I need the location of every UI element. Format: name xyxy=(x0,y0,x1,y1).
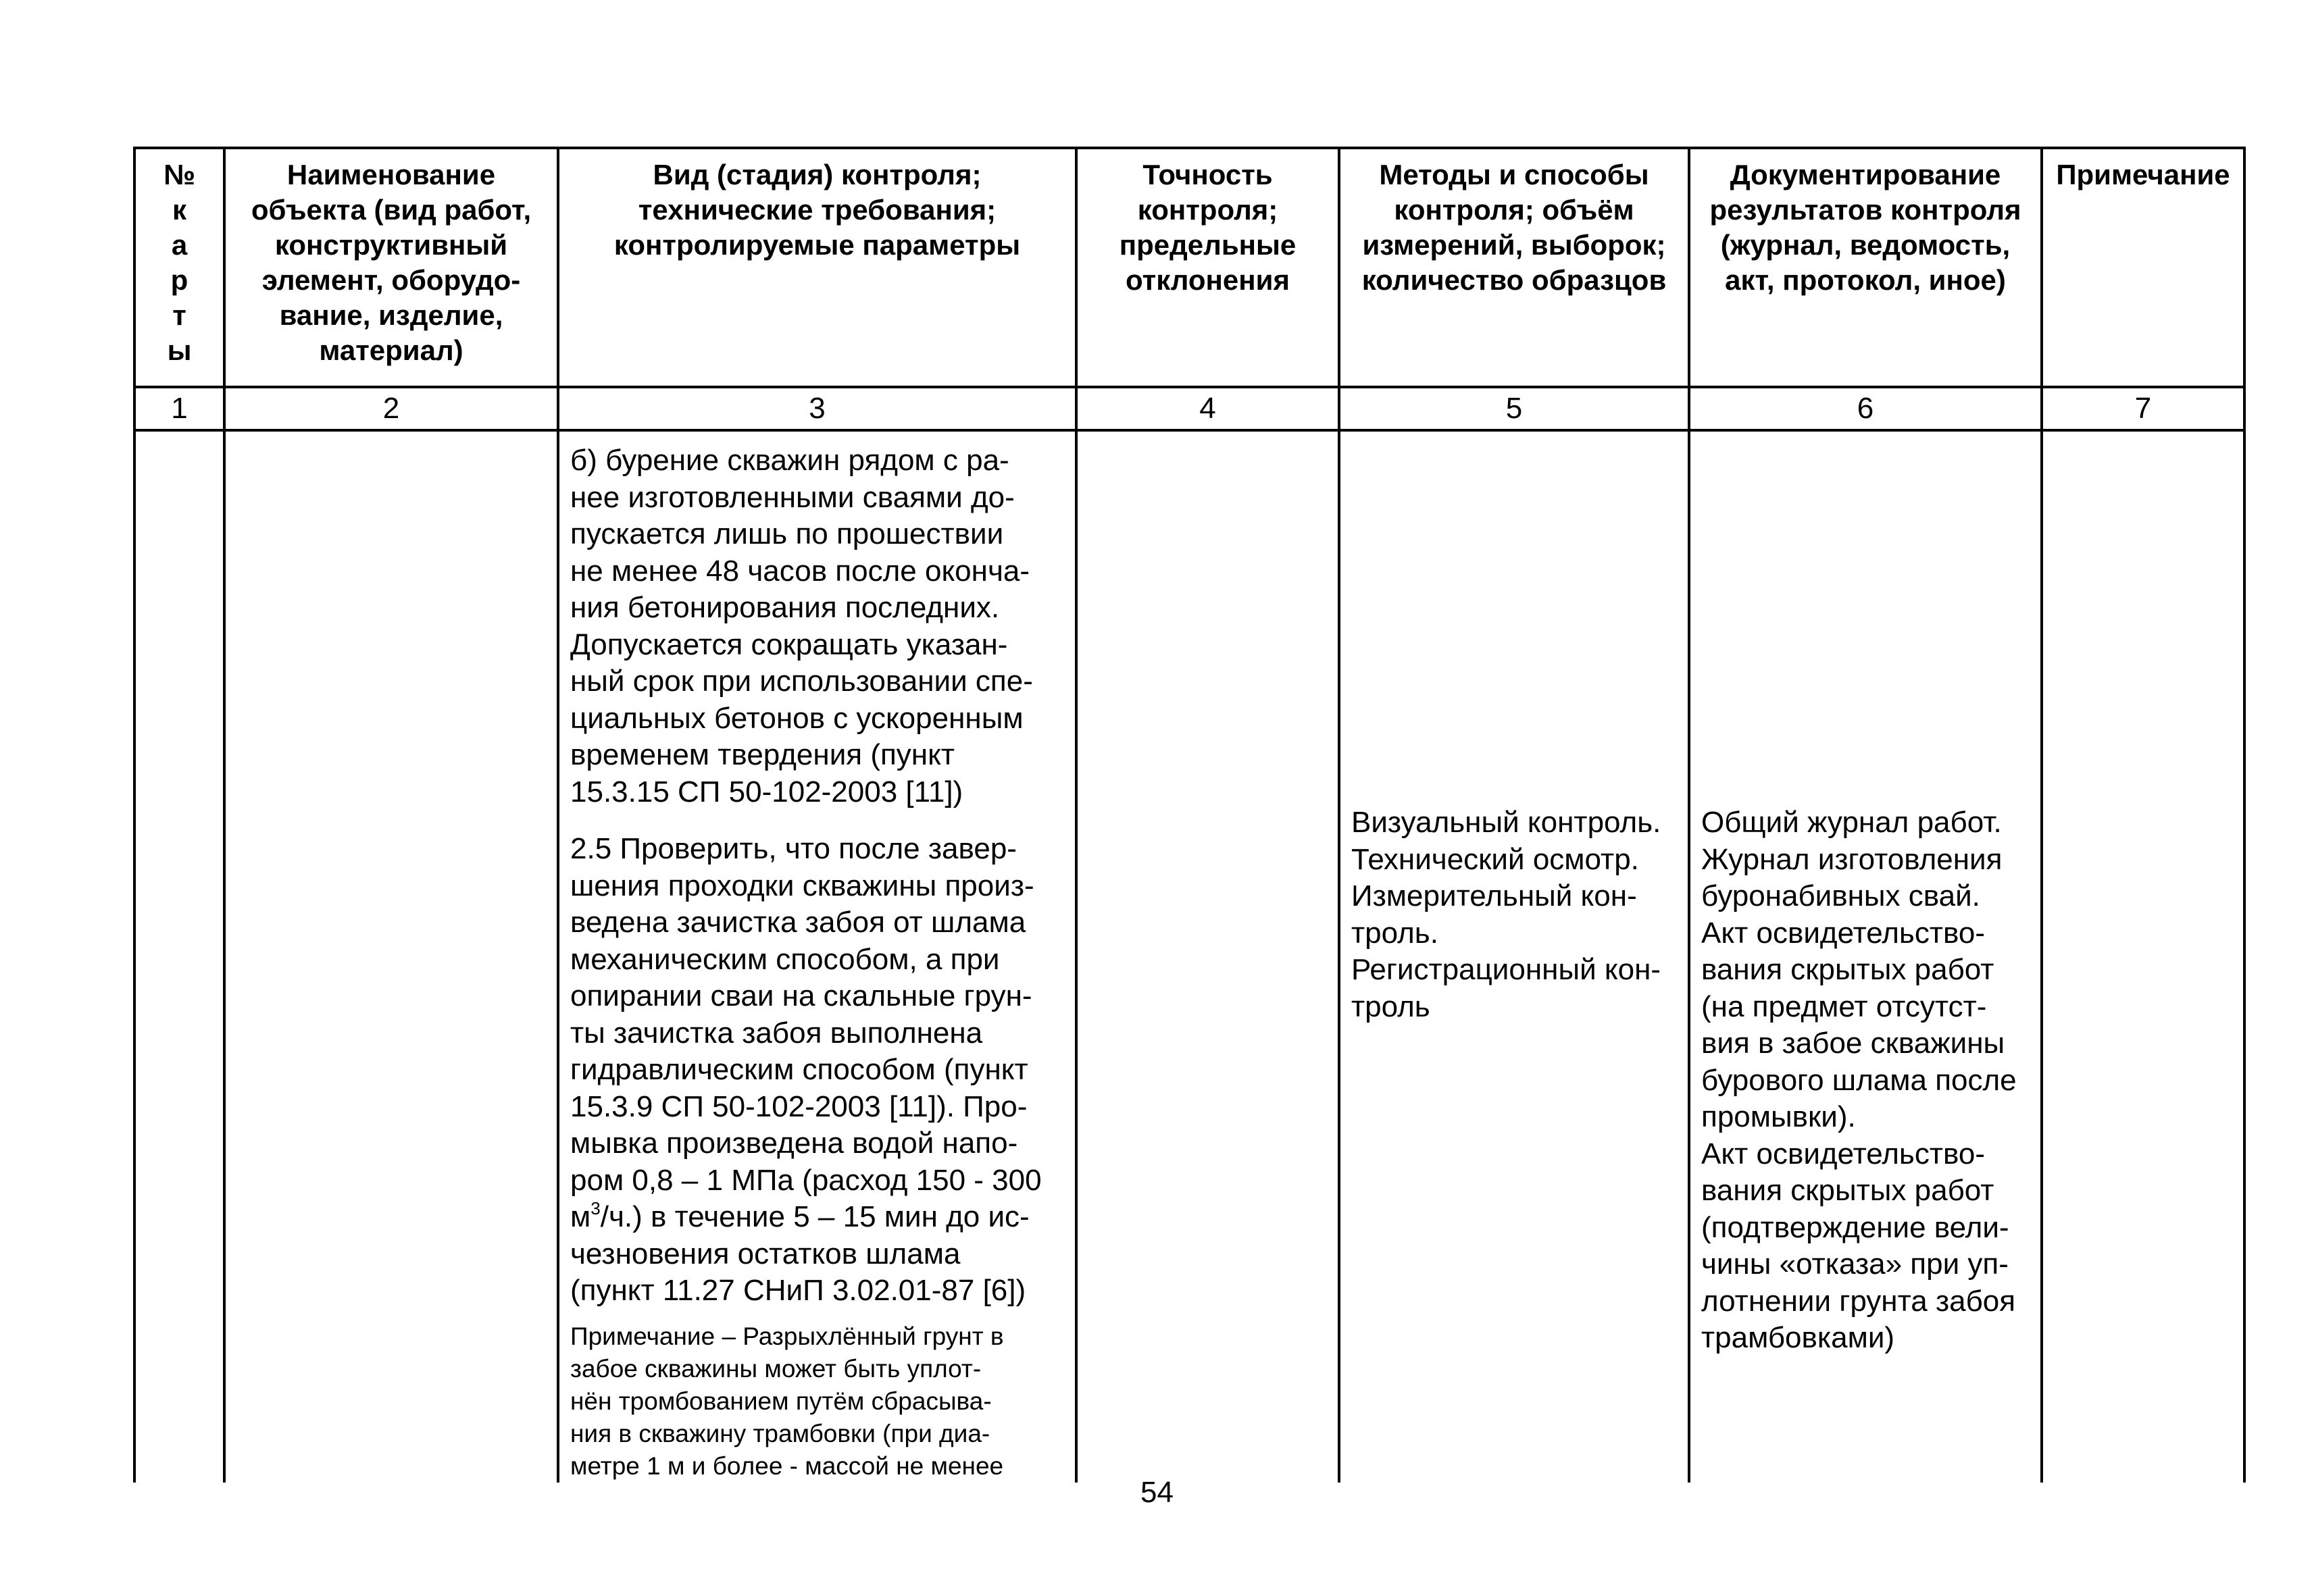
text-line: гидравлическим способом (пункт xyxy=(570,1053,1028,1086)
text-line: буронабивных свай. xyxy=(1701,879,1980,912)
text-line: ром 0,8 – 1 МПа (расход 150 - 300 xyxy=(570,1163,1042,1197)
column-number: 1 xyxy=(134,387,224,430)
header-card-number xyxy=(134,148,224,387)
text-line: шения проходки скважины произ- xyxy=(570,869,1034,902)
header-object-name xyxy=(224,148,558,387)
text-line: троль xyxy=(1351,989,1430,1023)
text-line: (на предмет отсутст- xyxy=(1701,989,1987,1023)
methods-list xyxy=(1340,804,1688,1025)
text-line: объекта (вид работ, xyxy=(251,194,532,226)
cell-accuracy xyxy=(1076,430,1339,1483)
text-line: 2.5 Проверить, что после завер- xyxy=(570,832,1017,865)
text-line: чезновения остатков шлама xyxy=(570,1237,961,1270)
text-line: Регистрационный кон- xyxy=(1351,953,1661,986)
requirement-item-2-5-unit-line xyxy=(570,1199,1070,1236)
text-line: количество образцов xyxy=(1361,264,1667,296)
header-methods xyxy=(1339,148,1689,387)
header-note xyxy=(2042,148,2244,387)
text-line: ния в скважину трамбовки (при диа- xyxy=(570,1419,990,1447)
text-line: ный срок при использовании спе- xyxy=(570,665,1033,698)
text-line: не менее 48 часов после оконча- xyxy=(570,554,1030,588)
header-row xyxy=(134,148,2244,387)
column-number: 4 xyxy=(1076,387,1339,430)
text-line: пускается лишь по прошествии xyxy=(570,517,1004,550)
text-line: Акт освидетельство- xyxy=(1701,1137,1985,1170)
table-row xyxy=(134,430,2244,1483)
text-line: № xyxy=(164,159,195,190)
page-number: 54 xyxy=(1140,1476,1174,1509)
text-line: опирании сваи на скальные грун- xyxy=(570,979,1032,1012)
text-line: промывки). xyxy=(1701,1100,1856,1133)
text-line: вания скрытых работ xyxy=(1701,953,1994,986)
text-line: акт, протокол, иное) xyxy=(1725,264,2006,296)
header-documentation xyxy=(1689,148,2042,387)
text-line: забое скважины может быть уплот- xyxy=(570,1354,982,1383)
text-line: Примечание – Разрыхлённый грунт в xyxy=(570,1322,1004,1350)
text-line: отклонения xyxy=(1126,264,1290,296)
header-accuracy xyxy=(1076,148,1339,387)
text-line: троль. xyxy=(1351,916,1438,950)
documentation-list xyxy=(1690,804,2040,1357)
unit-rest: /ч.) в течение 5 – 15 мин до ис- xyxy=(600,1200,1030,1233)
text-line: ты зачистка забоя выполнена xyxy=(570,1016,983,1050)
text-line: метре 1 м и более - массой не менее xyxy=(570,1451,1004,1480)
text-line: Измерительный кон- xyxy=(1351,879,1637,912)
text-line: трамбовками) xyxy=(1701,1321,1895,1354)
text-line: нее изготовленными сваями до- xyxy=(570,480,1015,514)
column-number: 3 xyxy=(558,387,1076,430)
text-line: лотнении грунта забоя xyxy=(1701,1284,2016,1318)
text-line: Документирование xyxy=(1730,159,2001,190)
requirement-item-b xyxy=(559,442,1075,810)
text-line: нён тромбованием путём сбрасыва- xyxy=(570,1387,992,1415)
text-line: контроля; объём xyxy=(1394,194,1634,226)
text-line: Наименование xyxy=(286,159,496,190)
text-line: Точность xyxy=(1142,159,1273,190)
unit-superscript: 3 xyxy=(590,1198,601,1218)
text-line: чины «отказа» при уп- xyxy=(1701,1247,2009,1281)
text-line: Методы и способы xyxy=(1379,159,1649,190)
text-line: к xyxy=(172,194,187,226)
text-line: Технический осмотр. xyxy=(1351,842,1639,876)
text-line: бурового шлама после xyxy=(1701,1063,2017,1097)
cell-control-requirements xyxy=(558,430,1076,1483)
text-line: ведена зачистка забоя от шлама xyxy=(570,906,1026,939)
text-line: б) бурение скважин рядом с ра- xyxy=(570,444,1009,477)
text-line: 15.3.15 СП 50-102-2003 [11]) xyxy=(570,775,963,808)
text-line: результатов контроля xyxy=(1709,194,2021,226)
text-line: вания скрытых работ xyxy=(1701,1174,1994,1207)
column-number: 6 xyxy=(1689,387,2042,430)
column-number-row xyxy=(134,387,2244,430)
text-line: предельные xyxy=(1119,229,1297,261)
text-line: вание, изделие, xyxy=(279,299,503,331)
cell-card-number xyxy=(134,430,224,1483)
text-line: р xyxy=(170,264,188,296)
requirement-item-2-5-end xyxy=(570,1236,1070,1310)
text-line: (пункт 11.27 СНиП 3.02.01-87 [6]) xyxy=(570,1274,1026,1307)
cell-object-name xyxy=(224,430,558,1483)
requirement-note xyxy=(559,1320,1075,1483)
text-line: механическим способом, а при xyxy=(570,942,1000,976)
text-line: Примечание xyxy=(2056,159,2230,190)
control-table xyxy=(133,147,2246,1483)
requirement-item-2-5 xyxy=(559,831,1075,1310)
text-line: Визуальный контроль. xyxy=(1351,806,1661,839)
text-line: (подтверждение вели- xyxy=(1701,1210,2009,1244)
header-control-type xyxy=(558,148,1076,387)
cell-methods xyxy=(1339,430,1689,1483)
text-line: ы xyxy=(167,334,192,366)
text-line: Вид (стадия) контроля; xyxy=(653,159,982,190)
text-line: вия в забое скважины xyxy=(1701,1027,2005,1060)
text-line: элемент, оборудо- xyxy=(261,264,521,296)
text-line: конструктивный xyxy=(274,229,508,261)
text-line: Акт освидетельство- xyxy=(1701,916,1985,950)
text-line: измерений, выборок; xyxy=(1362,229,1666,261)
unit-m: м xyxy=(570,1200,591,1233)
text-line: 15.3.9 СП 50-102-2003 [11]). Про- xyxy=(570,1089,1028,1123)
cell-note xyxy=(2042,430,2244,1483)
text-line: Журнал изготовления xyxy=(1701,842,2003,876)
text-line: Общий журнал работ. xyxy=(1701,806,2002,839)
text-line: ния бетонирования последних. xyxy=(570,591,1000,624)
text-line: мывка произведена водой напо- xyxy=(570,1127,1018,1160)
text-line: т xyxy=(172,299,186,331)
requirement-item-2-5-text xyxy=(570,831,1070,1199)
text-line: контролируемые параметры xyxy=(613,229,1021,261)
text-line: а xyxy=(171,229,188,261)
column-number: 2 xyxy=(224,387,558,430)
text-line: технические требования; xyxy=(638,194,997,226)
text-line: материал) xyxy=(319,334,463,366)
text-line: (журнал, ведомость, xyxy=(1720,229,2011,261)
text-line: Допускается сокращать указан- xyxy=(570,627,1008,661)
text-line: циальных бетонов с ускоренным xyxy=(570,701,1024,735)
text-line: временем твердения (пункт xyxy=(570,738,955,771)
column-number: 7 xyxy=(2042,387,2244,430)
text-line: контроля; xyxy=(1137,194,1278,226)
cell-documentation xyxy=(1689,430,2042,1483)
column-number: 5 xyxy=(1339,387,1689,430)
